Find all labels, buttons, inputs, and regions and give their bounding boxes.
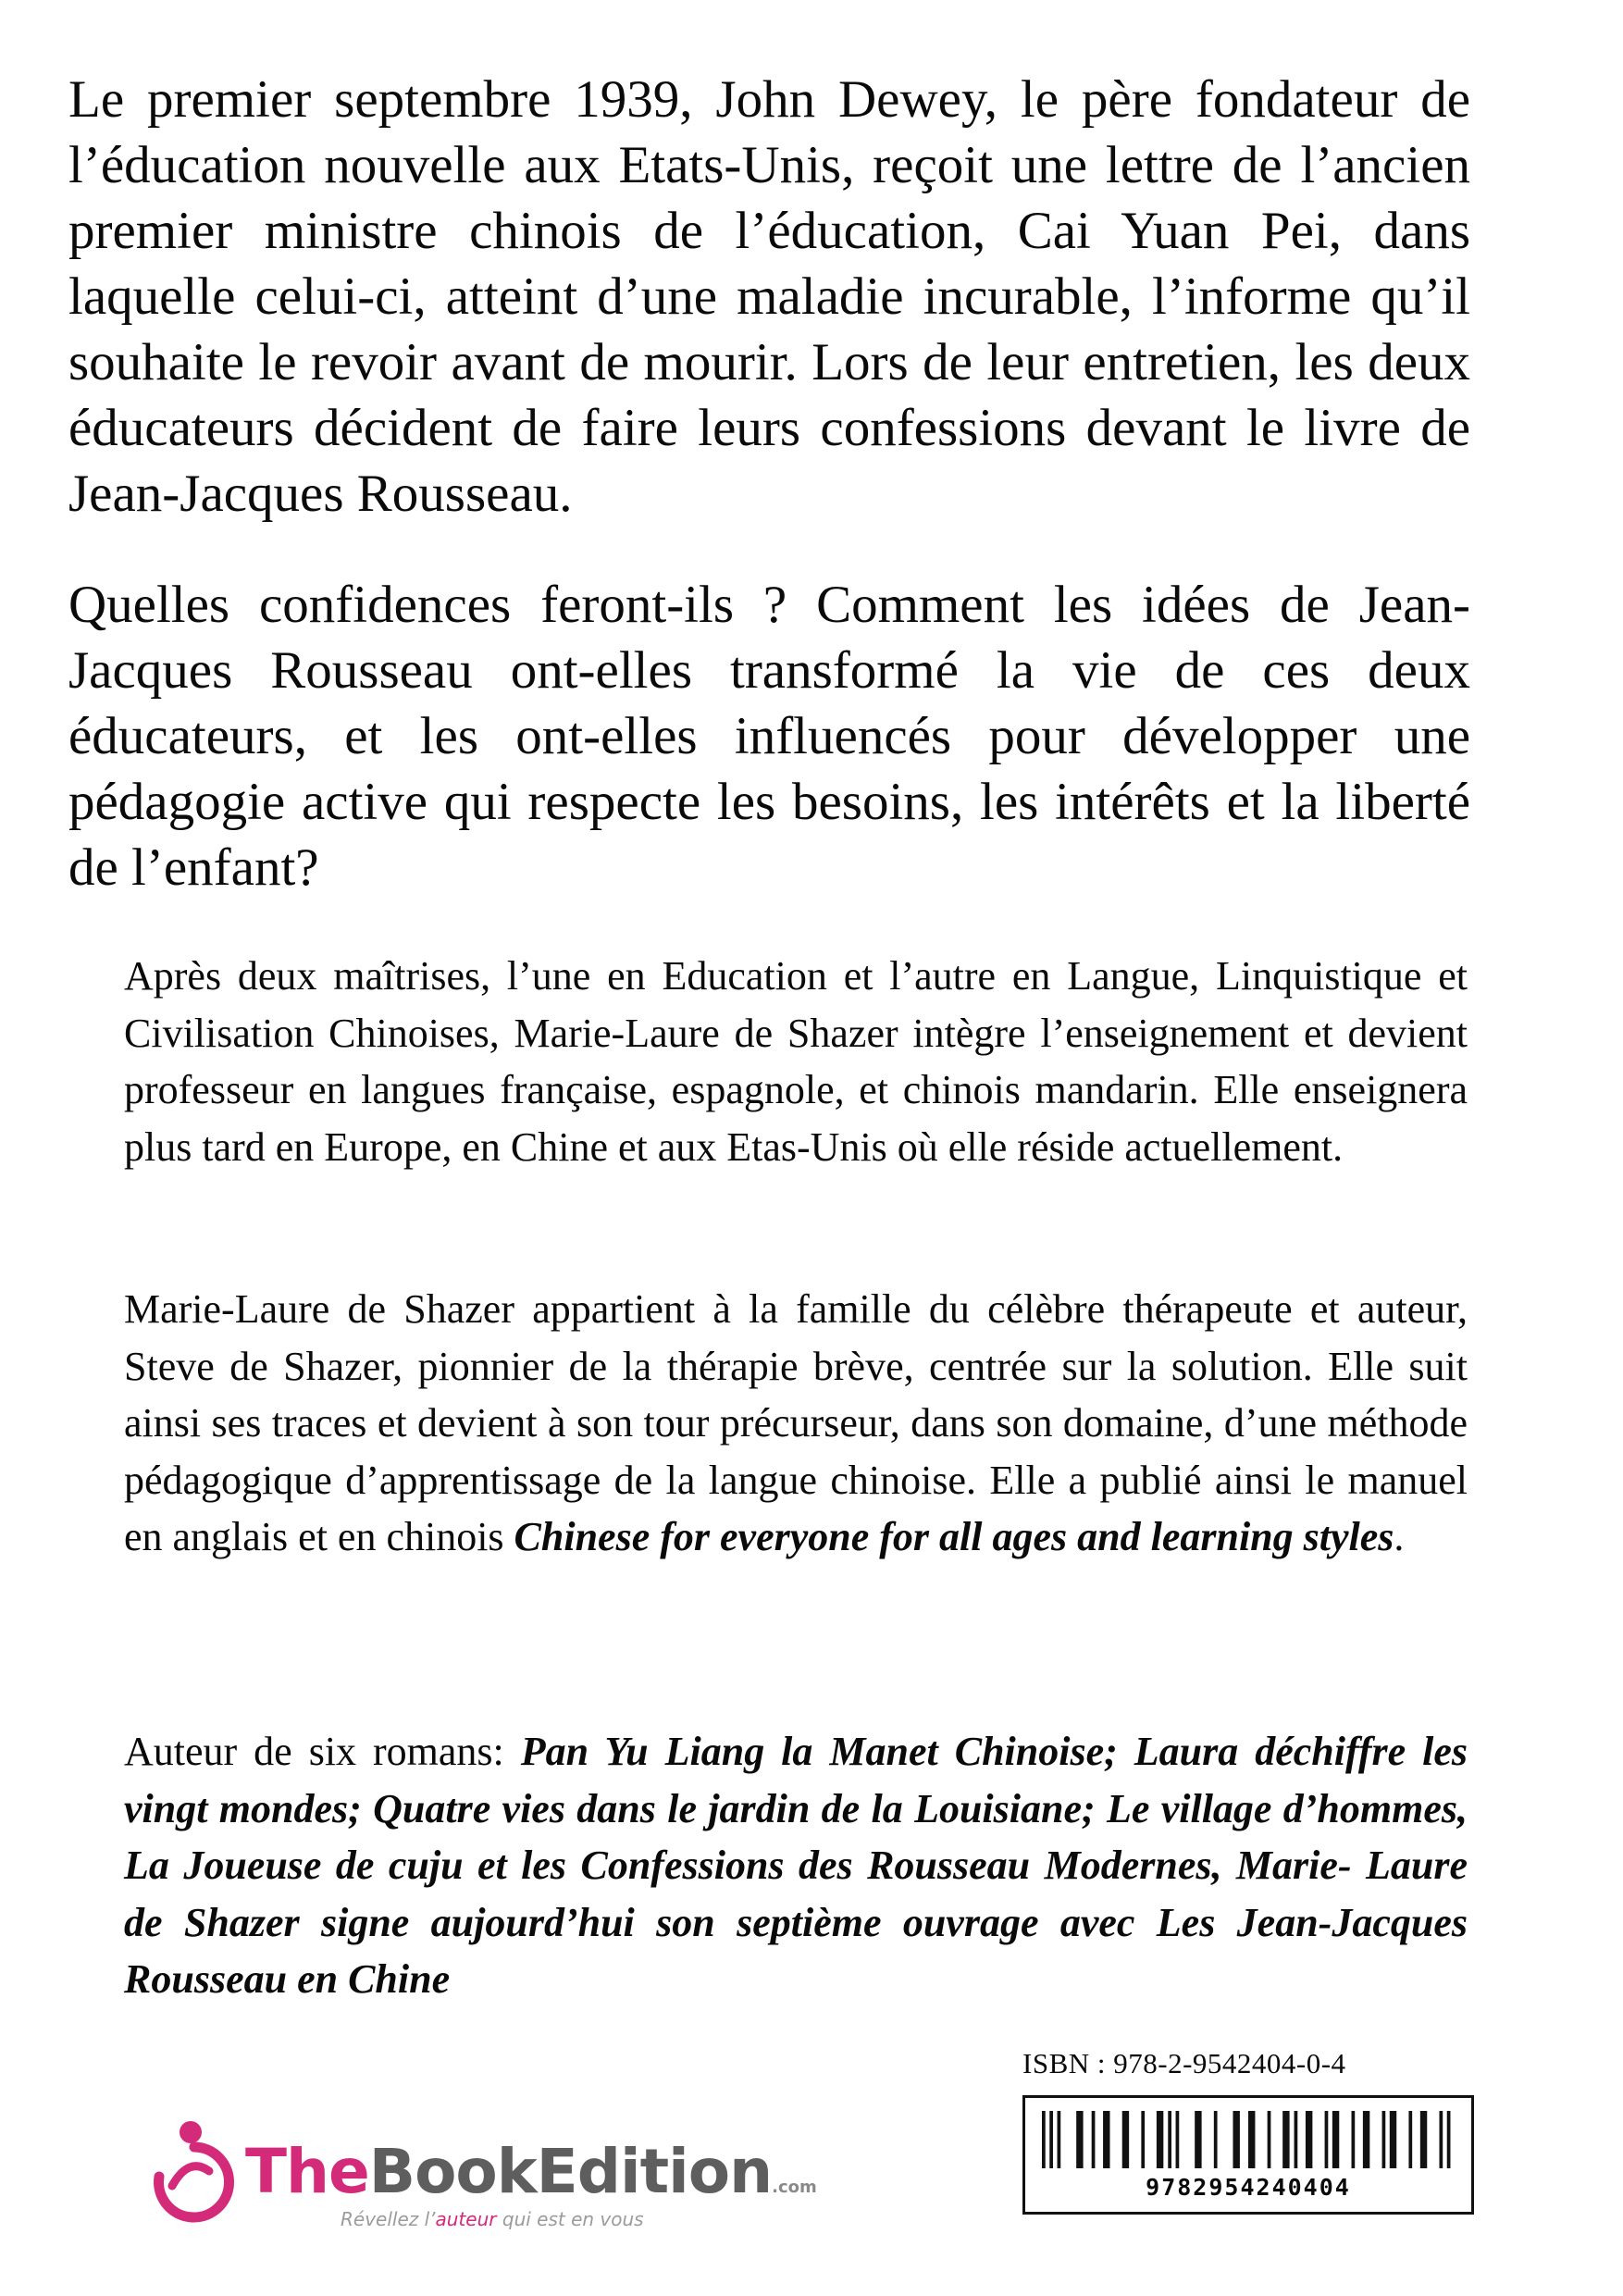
publisher-tagline — [341, 2208, 644, 2230]
author-bio-paragraph-1: Après deux maîtrises, l’une en Education et l’autre en Langue, Linquistique et Civilisation Chinoises, Marie-Laure de Shazer intègre l’enseignement et devient professeur en langues française, espagnole, et chinois mandarin. Elle enseignera plus tard en Europe, en Chine et aux Etas-Unis où elle réside actuellement. — [124, 953, 1468, 1170]
publisher-domain-suffix: .com — [772, 2178, 817, 2197]
novel-titles: Pan Yu Liang la Manet Chinoise; Laura déchiffre les vingt mondes; Quatre vies dans le jardin de la Louisiane; Le village d’hommes, La Joueuse de cuju et les Confessions des Rousseau Modernes, Marie- Laure de Shazer signe aujourd’hui son septième ouvrage avec Les Jean-Jacques Rousseau en Chine — [124, 1729, 1468, 2002]
tagline-start: Révellez l’ — [341, 2208, 436, 2230]
book-title-chinese-for-everyone: Chinese for everyone for all ages and learning styles — [514, 1514, 1394, 1559]
sentence-end: . — [1394, 1514, 1405, 1559]
tagline-end: qui est en vous — [496, 2208, 644, 2230]
author-novels-intro: Auteur de six romans: — [124, 1729, 521, 1774]
author-bio-paragraph-3 — [124, 1723, 1468, 2008]
author-bio-paragraph-2 — [124, 1281, 1468, 1566]
tagline-highlight: auteur — [435, 2208, 497, 2230]
publisher-logo — [139, 2119, 817, 2230]
barcode-bars — [1042, 2111, 1455, 2168]
barcode-number: 9782954240404 — [1146, 2174, 1351, 2201]
summary-paragraph-2: Quelles confidences feront-ils ? Comment les idées de Jean-Jacques Rousseau ont-elles transformé la vie de ces deux éducateurs, et les ont-elles influencés pour développer une pédagogie active qui respecte les besoins, les intérêts et la liberté de l’enfant? — [68, 576, 1470, 897]
summary-paragraph-1: Le premier septembre 1939, John Dewey, le père fondateur de l’éducation nouvelle aux Etats-Unis, reçoit une lettre de l’ancien premier ministre chinois de l’éducation, Cai Yuan Pei, dans laquelle celui-ci, atteint d’une maladie incurable, l’informe qu’il souhaite le revoir avant de mourir. Lors de leur entretien, les deux éducateurs décident de faire leurs confessions devant le livre de Jean-Jacques Rousseau. — [68, 70, 1470, 523]
barcode — [1022, 2095, 1474, 2215]
author-bio-text: Marie-Laure de Shazer appartient à la famille du célèbre thérapeute et auteur, Steve de Shazer, pionnier de la thérapie brève, centrée sur la solution. Elle suit ainsi ses traces et devient à son tour précurseur, dans son domaine, d’une méthode pédagogique d’apprentissage de la langue chinoise. Elle a publié ainsi le manuel en anglais et en chinois — [124, 1286, 1468, 1559]
publisher-name — [245, 2136, 817, 2207]
publisher-name-main: BookEdition — [368, 2136, 773, 2207]
thebookedition-logo-icon — [139, 2119, 241, 2230]
publisher-name-prefix: The — [245, 2136, 369, 2207]
isbn-label: ISBN : 978-2-9542404-0-4 — [1022, 2047, 1346, 2079]
